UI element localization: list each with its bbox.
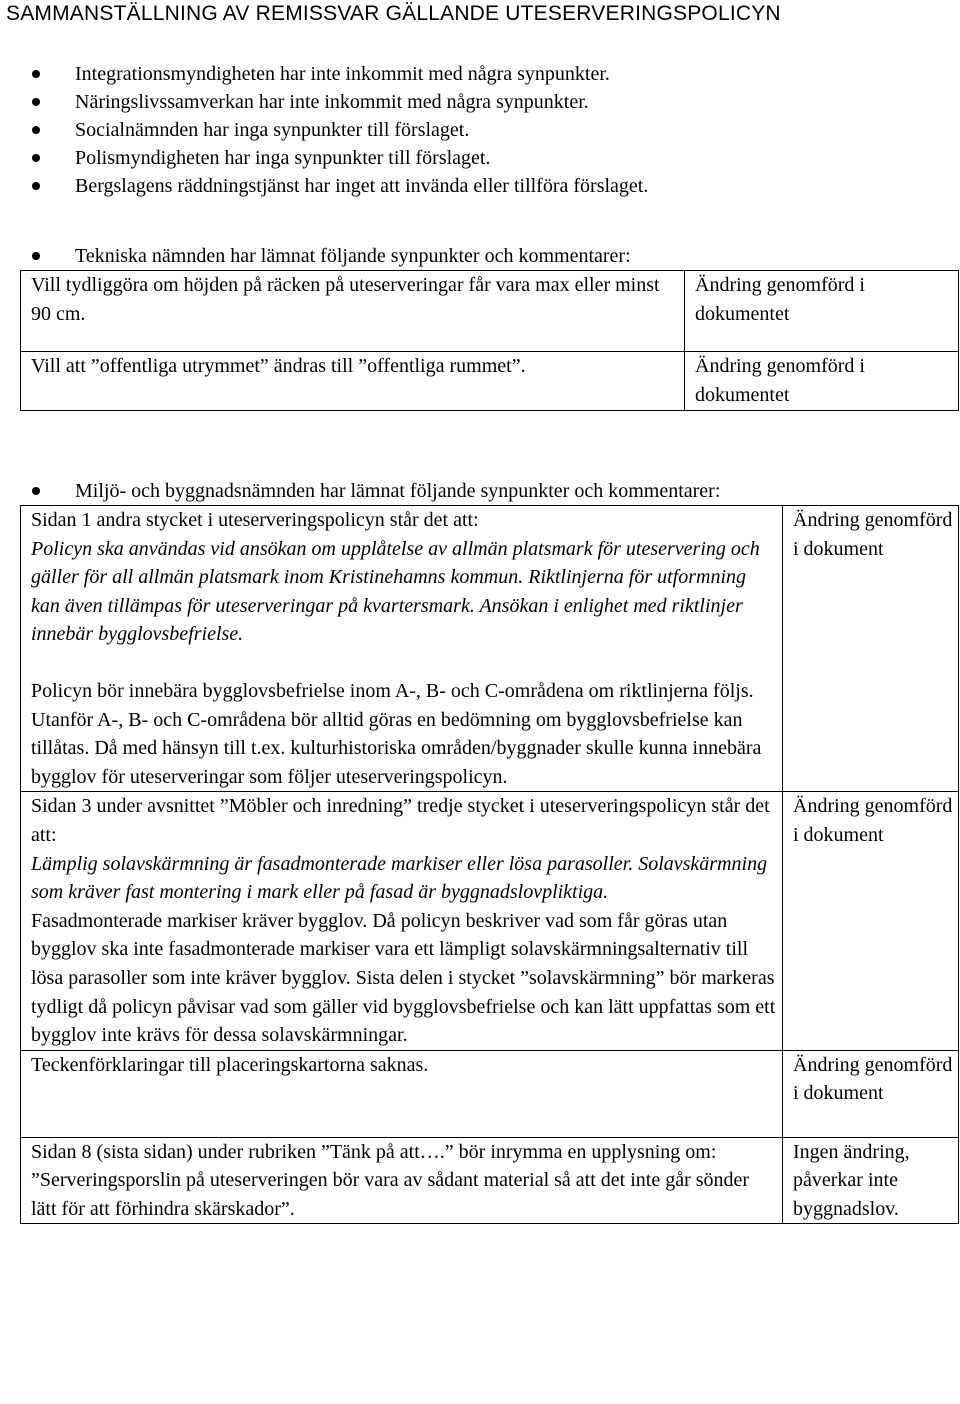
teknisk-table — [20, 270, 959, 411]
list-item-text: Polismyndigheten har inga synpunkter till förslaget. — [75, 147, 491, 169]
table-row — [21, 792, 959, 1050]
comment-cell — [21, 506, 783, 792]
comment-cell — [21, 792, 783, 1050]
response-cell: Ändring genomförd i dokument — [783, 506, 959, 792]
bullet-icon — [32, 70, 40, 78]
bullet-icon — [32, 98, 40, 106]
bullet-icon — [32, 154, 40, 162]
response-cell: Ändring genomförd i dokumentet — [685, 352, 959, 411]
comment-intro: Sidan 1 andra stycket i uteserveringspolicyn står det att: — [31, 509, 479, 531]
table-row — [21, 271, 959, 352]
section-heading-teknisk — [0, 242, 960, 270]
table-row — [21, 352, 959, 411]
bullet-icon — [32, 126, 40, 134]
comment-intro: Sidan 8 (sista sidan) under rubriken ”Tänk på att….” bör inrymma en upplysning om: — [31, 1140, 717, 1163]
list-item-text: Bergslagens räddningstjänst har inget att invända eller tillföra förslaget. — [75, 175, 649, 197]
response-cell: Ändring genomförd i dokument — [783, 1050, 959, 1137]
policy-quote: ”Serveringsporslin på uteserveringen bör vara av sådant material så att det inte går sönder lätt för att förhindra skärskador”. — [31, 1169, 750, 1220]
comment-text: Fasadmonterade markiser kräver bygglov. Då policyn beskriver vad som får göras utan bygglov ska inte fasadmonterade markiser vara ett lämpligt solavskärmningsalternativ till lösa parasoller som inte kräver bygglov. Sista delen i stycket ”solavskärmning” bör markeras tydligt då policyn påvisar vad som gäller vid bygglovsbefrielse och kan lätt uppfattas som ett bygglov inte krävs för dessa solavskärmningar. — [31, 909, 776, 1047]
comment-intro: Sidan 3 under avsnittet ”Möbler och inredning” tredje stycket i uteserveringspolicyn står det att: — [31, 795, 770, 846]
spacer — [31, 649, 776, 677]
policy-quote: Policyn ska användas vid ansökan om upplåtelse av allmän platsmark för uteservering och gäller för all allmän platsmark inom Kristinehamns kommun. Riktlinjerna för utformning kan även tillämpas för uteserveringar på kvartersmark. Ansökan i enlighet med riktlinjer innebär bygglovsbefrielse. — [31, 537, 760, 646]
bullet-icon — [32, 252, 40, 260]
comment-cell: Vill tydliggöra om höjden på räcken på uteserveringar får vara max eller minst 90 cm. — [21, 271, 685, 352]
response-cell: Ändring genomförd i dokumentet — [685, 271, 959, 352]
comment-text: Policyn bör innebära bygglovsbefrielse inom A-, B- och C-områdena om riktlinjerna följs. Utanför A-, B- och C-områdena bör alltid göras en bedömning om bygglovsbefrielse kan tillåtas. Då med hänsyn till t.ex. kulturhistoriska områden/byggnader skulle kunna innebära bygglov för uteserveringar som följer uteserveringspolicyn. — [31, 679, 762, 788]
comment-cell: Teckenförklaringar till placeringskartorna saknas. — [21, 1050, 783, 1137]
list-item-text: Integrationsmyndigheten har inte inkommit med några synpunkter. — [75, 63, 610, 85]
page-title: SAMMANSTÄLLNING AV REMISSVAR GÄLLANDE UTESERVERINGSPOLICYN — [6, 2, 781, 25]
response-cell: Ingen ändring, påverkar inte byggnadslov. — [783, 1137, 959, 1224]
comment-cell — [21, 1137, 783, 1224]
miljo-table — [20, 505, 959, 1224]
table-row — [21, 1137, 959, 1224]
policy-quote: Lämplig solavskärmning är fasadmonterade markiser eller lösa parasoller. Solavskärmning som kräver fast montering i mark eller på fasad är byggnadslovpliktiga. — [31, 852, 768, 904]
section-heading-text: Tekniska nämnden har lämnat följande synpunkter och kommentarer: — [75, 245, 631, 267]
bullet-icon — [32, 182, 40, 190]
list-item — [0, 172, 960, 200]
table-row — [21, 1050, 959, 1137]
list-item-text: Näringslivssamverkan har inte inkommit med några synpunkter. — [75, 91, 589, 113]
list-item — [0, 144, 960, 172]
bullet-icon — [32, 487, 40, 495]
section-heading-text: Miljö- och byggnadsnämnden har lämnat följande synpunkter och kommentarer: — [75, 480, 721, 502]
list-item-text: Socialnämnden har inga synpunkter till förslaget. — [75, 119, 470, 141]
list-item — [0, 116, 960, 144]
list-item — [0, 60, 960, 88]
response-cell: Ändring genomförd i dokument — [783, 792, 959, 1050]
comment-cell: Vill att ”offentliga utrymmet” ändras till ”offentliga rummet”. — [21, 352, 685, 411]
section-heading-miljo — [0, 477, 960, 505]
table-row — [21, 506, 959, 792]
list-item — [0, 88, 960, 116]
